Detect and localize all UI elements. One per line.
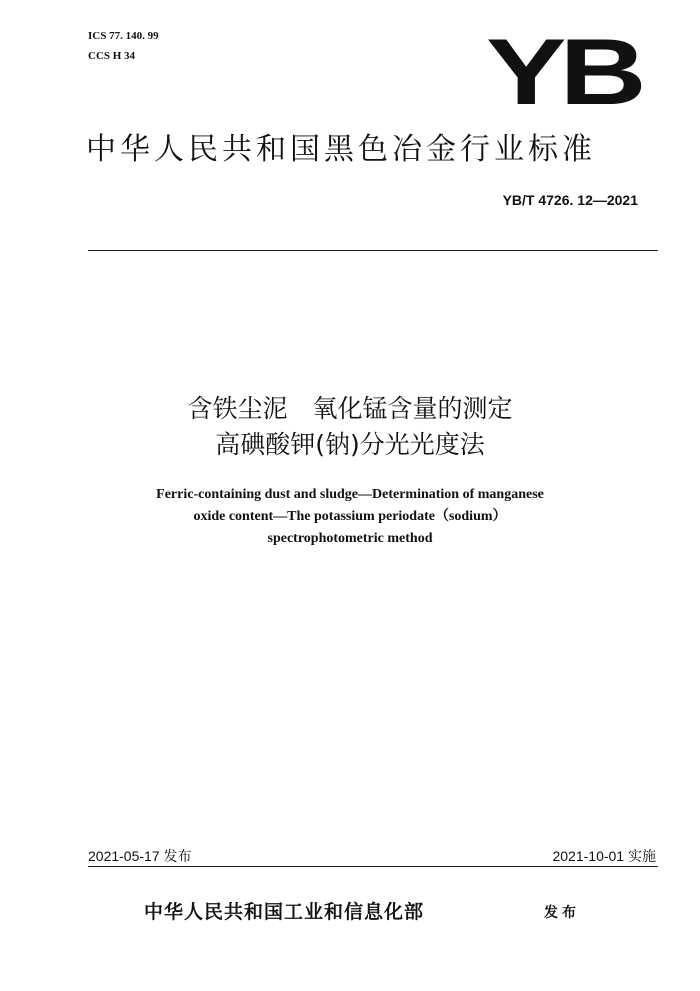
ics-code: ICS 77. 140. 99 (88, 30, 159, 42)
english-title-line-2: oxide content—The potassium periodate（sodium） (193, 509, 507, 524)
standard-number: YB/T 4726. 12—2021 (502, 192, 638, 208)
industry-standard-title: 中华人民共和国黑色冶金行业标准 (86, 132, 596, 167)
publish-label: 发布 (544, 905, 580, 921)
implementation-date: 2021-10-01 实施 (552, 848, 656, 864)
chinese-title-line-1: 含铁尘泥 氧化锰含量的测定 (187, 394, 513, 423)
chinese-title-line-2: 高碘酸钾(钠)分光光度法 (215, 430, 485, 459)
ccs-code: CCS H 34 (88, 50, 136, 62)
english-title-line-1: Ferric-containing dust and sludge—Determination of manganese (156, 487, 544, 502)
issuing-ministry: 中华人民共和国工业和信息化部 (144, 901, 425, 923)
issue-date: 2021-05-17 发布 (88, 848, 192, 864)
top-divider (88, 250, 658, 251)
yb-logo: YB (486, 20, 640, 125)
english-title-line-3: spectrophotometric method (267, 531, 433, 546)
bottom-divider (88, 866, 658, 867)
